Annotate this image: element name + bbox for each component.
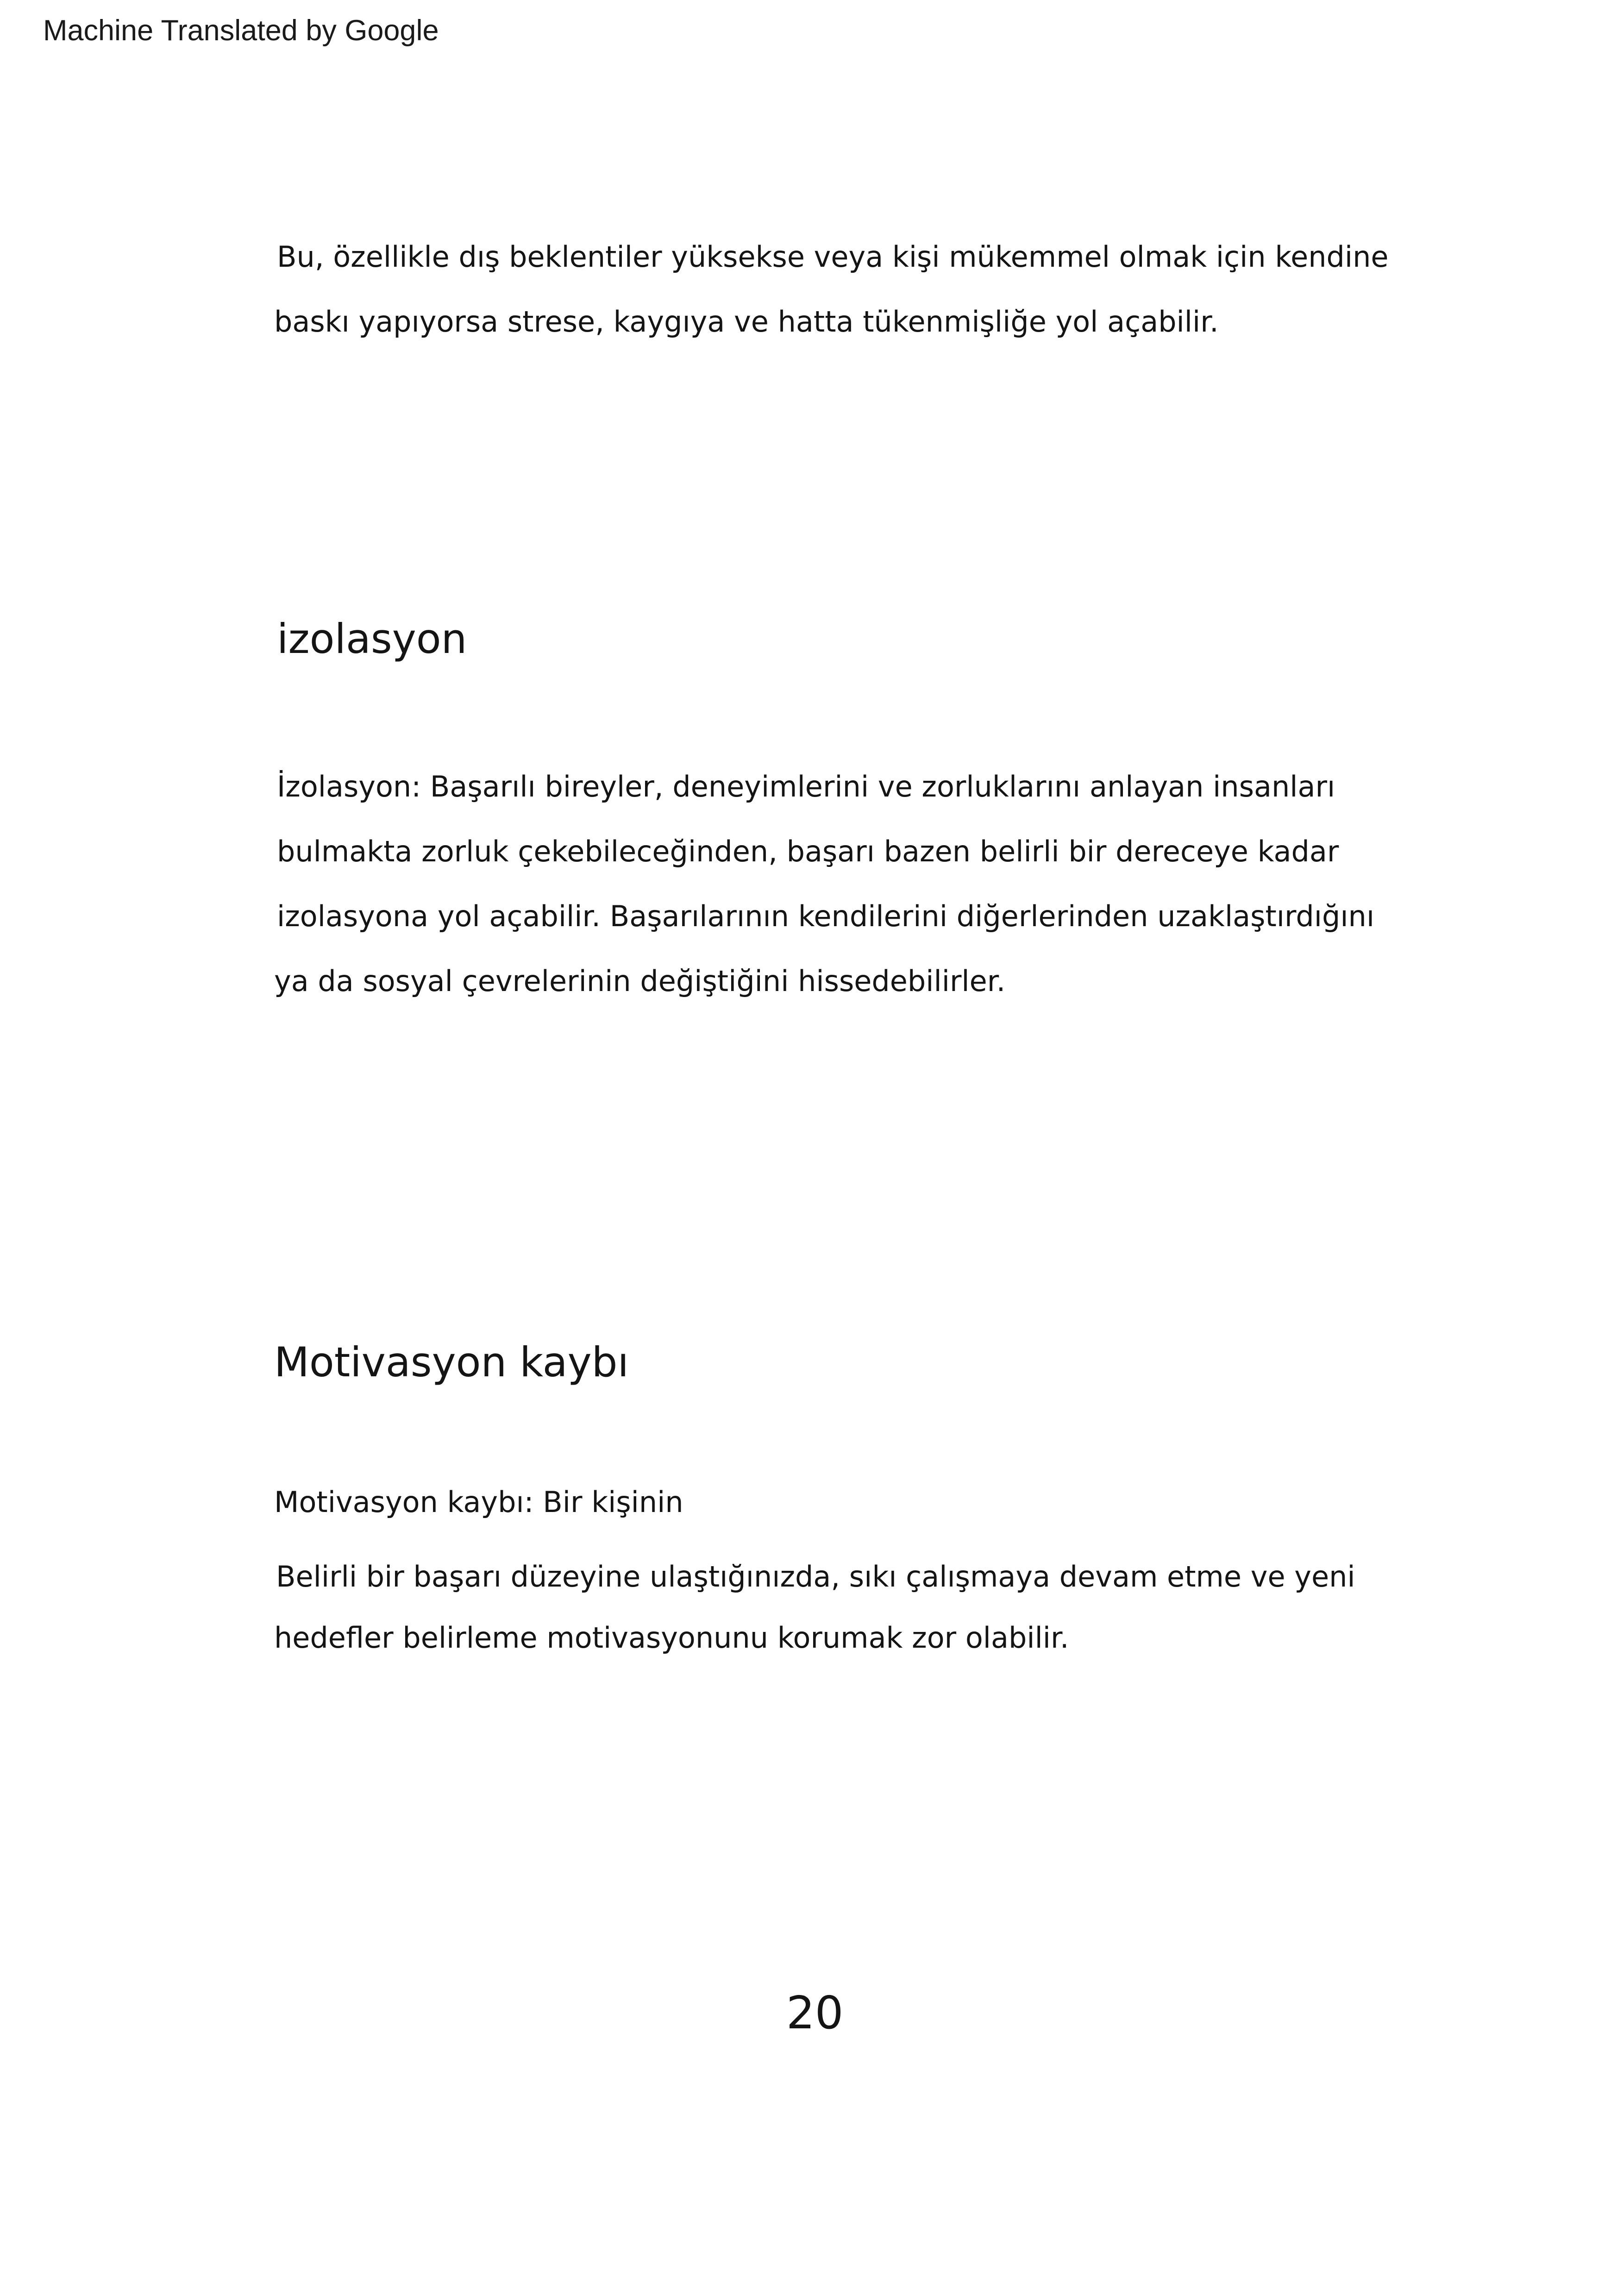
isolation-heading: izolasyon (277, 615, 467, 663)
motivation-line-3: hedefler belirleme motivasyonunu korumak zor olabilir. (274, 1621, 1069, 1655)
isolation-line-4: ya da sosyal çevrelerinin değiştiğini hissedebilirler. (274, 964, 1006, 998)
isolation-line-2: bulmakta zorluk çekebileceğinden, başarı bazen belirli bir dereceye kadar (277, 834, 1339, 868)
intro-line-1: Bu, özellikle dış beklentiler yüksekse veya kişi mükemmel olmak için kendine (277, 240, 1389, 274)
motivation-heading: Motivasyon kaybı (274, 1338, 629, 1386)
page-number: 20 (786, 1987, 844, 2039)
isolation-line-3: izolasyona yol açabilir. Başarılarının kendilerini diğerlerinden uzaklaştırdığını (277, 899, 1375, 933)
machine-translated-label: Machine Translated by Google (43, 14, 439, 47)
isolation-line-1: İzolasyon: Başarılı bireyler, deneyimlerini ve zorluklarını anlayan insanları (277, 770, 1335, 803)
intro-line-2: baskı yapıyorsa strese, kaygıya ve hatta tükenmişliğe yol açabilir. (274, 305, 1219, 339)
motivation-line-2: Belirli bir başarı düzeyine ulaştığınızda, sıkı çalışmaya devam etme ve yeni (276, 1560, 1355, 1593)
motivation-line-1: Motivasyon kaybı: Bir kişinin (274, 1485, 683, 1519)
